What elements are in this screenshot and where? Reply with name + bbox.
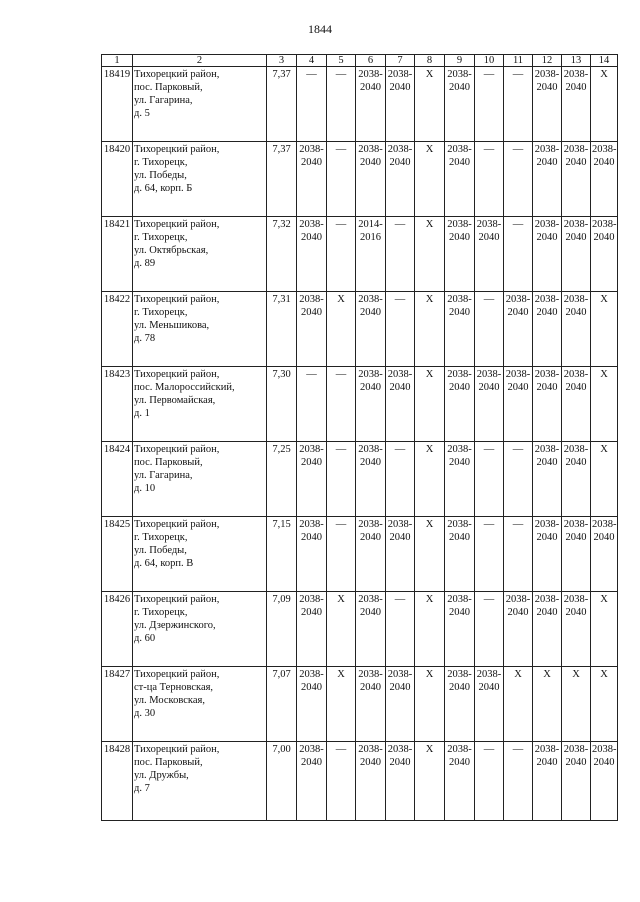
address-line: ул. Победы,	[134, 545, 187, 556]
period-cell: 2038- 2040	[562, 217, 591, 292]
address-cell	[133, 67, 267, 142]
period-cell: —	[504, 217, 533, 292]
period-cell: 2038- 2040	[356, 667, 386, 742]
column-header: 12	[533, 55, 562, 67]
period-cell: 2038- 2040	[533, 142, 562, 217]
address-cell	[133, 517, 267, 592]
period-cell: 2038- 2040	[445, 517, 475, 592]
value-cell: 7,37	[267, 142, 297, 217]
address-line: Тихорецкий район,	[134, 369, 220, 380]
period-cell: 2038- 2040	[533, 592, 562, 667]
period-cell: X	[415, 667, 445, 742]
address-line: д. 89	[134, 258, 156, 269]
row-number: 18421	[102, 217, 133, 292]
column-header: 6	[356, 55, 386, 67]
row-number: 18423	[102, 367, 133, 442]
period-cell: 2038- 2040	[445, 217, 475, 292]
period-cell: X	[415, 217, 445, 292]
address-line: д. 5	[134, 108, 150, 119]
period-cell: —	[327, 742, 356, 821]
period-cell: X	[415, 742, 445, 821]
value-cell: 7,09	[267, 592, 297, 667]
period-cell: 2038- 2040	[386, 517, 415, 592]
period-cell: 2038- 2040	[591, 217, 618, 292]
column-header: 11	[504, 55, 533, 67]
period-cell: 2038- 2040	[533, 442, 562, 517]
page-number: 1844	[308, 22, 332, 36]
period-cell: 2038- 2040	[445, 442, 475, 517]
period-cell: 2038- 2040	[297, 742, 327, 821]
table-row	[102, 217, 618, 292]
period-cell: —	[475, 517, 504, 592]
period-cell: X	[591, 442, 618, 517]
period-cell: 2038- 2040	[562, 142, 591, 217]
table-row	[102, 67, 618, 142]
period-cell: 2038- 2040	[475, 217, 504, 292]
period-cell: X	[562, 667, 591, 742]
address-line: ул. Меньшикова,	[134, 320, 210, 331]
value-cell: 7,32	[267, 217, 297, 292]
period-cell: 2038- 2040	[533, 517, 562, 592]
period-cell: 2038- 2040	[562, 442, 591, 517]
period-cell: 2038- 2040	[445, 742, 475, 821]
row-number: 18424	[102, 442, 133, 517]
address-line: ул. Дзержинского,	[134, 620, 216, 631]
period-cell: 2038- 2040	[297, 442, 327, 517]
period-cell: X	[591, 292, 618, 367]
address-line: пос. Парковый,	[134, 457, 203, 468]
period-cell: —	[475, 442, 504, 517]
row-number: 18419	[102, 67, 133, 142]
period-cell: 2038- 2040	[562, 292, 591, 367]
period-cell: 2038- 2040	[445, 667, 475, 742]
address-line: ст-ца Терновская,	[134, 682, 214, 693]
address-line: Тихорецкий район,	[134, 594, 220, 605]
column-header: 1	[102, 55, 133, 67]
period-cell: 2038- 2040	[297, 142, 327, 217]
period-cell: 2038- 2040	[562, 67, 591, 142]
address-line: г. Тихорецк,	[134, 232, 188, 243]
period-cell: —	[386, 442, 415, 517]
address-cell	[133, 292, 267, 367]
period-cell: 2038- 2040	[562, 367, 591, 442]
period-cell: 2038- 2040	[475, 367, 504, 442]
period-cell: 2038- 2040	[445, 367, 475, 442]
period-cell: 2038- 2040	[356, 367, 386, 442]
table-row	[102, 517, 618, 592]
address-line: г. Тихорецк,	[134, 532, 188, 543]
period-cell: —	[297, 67, 327, 142]
period-cell: 2038- 2040	[356, 67, 386, 142]
period-cell: 2038- 2040	[386, 742, 415, 821]
address-line: ул. Дружбы,	[134, 770, 189, 781]
period-cell: 2038- 2040	[533, 67, 562, 142]
period-cell: —	[327, 217, 356, 292]
period-cell: X	[327, 592, 356, 667]
period-cell: —	[327, 442, 356, 517]
row-number: 18427	[102, 667, 133, 742]
address-line: ул. Гагарина,	[134, 470, 193, 481]
period-cell: —	[386, 217, 415, 292]
period-cell: 2038- 2040	[504, 367, 533, 442]
value-cell: 7,00	[267, 742, 297, 821]
address-line: Тихорецкий район,	[134, 444, 220, 455]
period-cell: 2038- 2040	[445, 67, 475, 142]
period-cell: —	[327, 517, 356, 592]
value-cell: 7,30	[267, 367, 297, 442]
period-cell: 2038- 2040	[356, 592, 386, 667]
address-line: ул. Гагарина,	[134, 95, 193, 106]
address-line: д. 30	[134, 708, 156, 719]
address-line: Тихорецкий район,	[134, 669, 220, 680]
table-row	[102, 367, 618, 442]
value-cell: 7,07	[267, 667, 297, 742]
period-cell: X	[591, 667, 618, 742]
period-cell: 2038- 2040	[386, 142, 415, 217]
period-cell: 2038- 2040	[386, 67, 415, 142]
column-header: 4	[297, 55, 327, 67]
column-header: 14	[591, 55, 618, 67]
address-line: д. 78	[134, 333, 156, 344]
value-cell: 7,25	[267, 442, 297, 517]
table-row	[102, 292, 618, 367]
address-line: пос. Парковый,	[134, 82, 203, 93]
row-number: 18426	[102, 592, 133, 667]
address-cell	[133, 742, 267, 821]
address-line: пос. Парковый,	[134, 757, 203, 768]
column-header: 5	[327, 55, 356, 67]
address-cell	[133, 442, 267, 517]
period-cell: X	[533, 667, 562, 742]
period-cell: 2038- 2040	[445, 292, 475, 367]
period-cell: —	[297, 367, 327, 442]
period-cell: 2038- 2040	[297, 592, 327, 667]
period-cell: 2038- 2040	[533, 292, 562, 367]
period-cell: X	[415, 517, 445, 592]
period-cell: 2038- 2040	[356, 442, 386, 517]
column-header: 3	[267, 55, 297, 67]
period-cell: X	[327, 667, 356, 742]
period-cell: X	[415, 367, 445, 442]
address-line: Тихорецкий район,	[134, 294, 220, 305]
period-cell: X	[591, 592, 618, 667]
period-cell: 2038- 2040	[445, 592, 475, 667]
period-cell: 2038- 2040	[445, 142, 475, 217]
period-cell: X	[415, 67, 445, 142]
period-cell: X	[591, 367, 618, 442]
register-table	[101, 54, 618, 821]
period-cell: X	[327, 292, 356, 367]
period-cell: 2038- 2040	[386, 667, 415, 742]
period-cell: 2038- 2040	[562, 592, 591, 667]
period-cell: —	[504, 517, 533, 592]
period-cell: 2038- 2040	[591, 742, 618, 821]
period-cell: X	[415, 442, 445, 517]
address-cell	[133, 592, 267, 667]
table-row	[102, 442, 618, 517]
table-row	[102, 667, 618, 742]
row-number: 18420	[102, 142, 133, 217]
address-cell	[133, 217, 267, 292]
period-cell: X	[415, 292, 445, 367]
address-line: г. Тихорецк,	[134, 607, 188, 618]
address-cell	[133, 367, 267, 442]
period-cell: —	[386, 592, 415, 667]
address-line: пос. Малороссийский,	[134, 382, 235, 393]
value-cell: 7,15	[267, 517, 297, 592]
period-cell: —	[475, 142, 504, 217]
address-line: Тихорецкий район,	[134, 144, 220, 155]
table-row	[102, 592, 618, 667]
address-line: д. 64, корп. В	[134, 558, 194, 569]
period-cell: —	[504, 742, 533, 821]
address-line: д. 60	[134, 633, 156, 644]
period-cell: —	[504, 442, 533, 517]
table-body	[102, 67, 618, 821]
period-cell: 2038- 2040	[297, 667, 327, 742]
period-cell: 2038- 2040	[504, 592, 533, 667]
period-cell: —	[475, 292, 504, 367]
period-cell: X	[415, 592, 445, 667]
address-line: д. 10	[134, 483, 156, 494]
period-cell: 2038- 2040	[533, 217, 562, 292]
row-number: 18428	[102, 742, 133, 821]
address-line: Тихорецкий район,	[134, 219, 220, 230]
period-cell: 2038- 2040	[562, 742, 591, 821]
period-cell: X	[504, 667, 533, 742]
address-line: г. Тихорецк,	[134, 307, 188, 318]
period-cell: 2038- 2040	[533, 367, 562, 442]
period-cell: —	[327, 67, 356, 142]
period-cell: —	[504, 142, 533, 217]
period-cell: —	[475, 592, 504, 667]
period-cell: X	[591, 67, 618, 142]
address-line: Тихорецкий район,	[134, 744, 220, 755]
period-cell: 2038- 2040	[533, 742, 562, 821]
period-cell: X	[415, 142, 445, 217]
period-cell: —	[504, 67, 533, 142]
period-cell: 2014- 2016	[356, 217, 386, 292]
period-cell: —	[475, 742, 504, 821]
period-cell: 2038- 2040	[297, 292, 327, 367]
period-cell: 2038- 2040	[356, 742, 386, 821]
period-cell: —	[327, 142, 356, 217]
row-number: 18422	[102, 292, 133, 367]
period-cell: 2038- 2040	[591, 142, 618, 217]
address-line: г. Тихорецк,	[134, 157, 188, 168]
period-cell: 2038- 2040	[297, 517, 327, 592]
period-cell: 2038- 2040	[356, 292, 386, 367]
address-cell	[133, 667, 267, 742]
table-row	[102, 742, 618, 821]
period-cell: 2038- 2040	[386, 367, 415, 442]
column-header: 13	[562, 55, 591, 67]
value-cell: 7,31	[267, 292, 297, 367]
row-number: 18425	[102, 517, 133, 592]
period-cell: 2038- 2040	[504, 292, 533, 367]
column-header: 9	[445, 55, 475, 67]
address-line: д. 1	[134, 408, 150, 419]
period-cell: 2038- 2040	[591, 517, 618, 592]
period-cell: —	[327, 367, 356, 442]
address-line: Тихорецкий район,	[134, 519, 220, 530]
header-row	[102, 55, 618, 67]
period-cell: 2038- 2040	[356, 517, 386, 592]
address-line: ул. Первомайская,	[134, 395, 216, 406]
period-cell: 2038- 2040	[356, 142, 386, 217]
address-line: д. 64, корп. Б	[134, 183, 193, 194]
period-cell: —	[386, 292, 415, 367]
address-line: Тихорецкий район,	[134, 69, 220, 80]
period-cell: 2038- 2040	[475, 667, 504, 742]
address-line: ул. Победы,	[134, 170, 187, 181]
column-header: 2	[133, 55, 267, 67]
address-line: ул. Московская,	[134, 695, 205, 706]
period-cell: 2038- 2040	[297, 217, 327, 292]
address-line: ул. Октябрьская,	[134, 245, 209, 256]
address-line: д. 7	[134, 783, 150, 794]
column-header: 8	[415, 55, 445, 67]
value-cell: 7,37	[267, 67, 297, 142]
table-row	[102, 142, 618, 217]
period-cell: 2038- 2040	[562, 517, 591, 592]
column-header: 7	[386, 55, 415, 67]
period-cell: —	[475, 67, 504, 142]
address-cell	[133, 142, 267, 217]
column-header: 10	[475, 55, 504, 67]
